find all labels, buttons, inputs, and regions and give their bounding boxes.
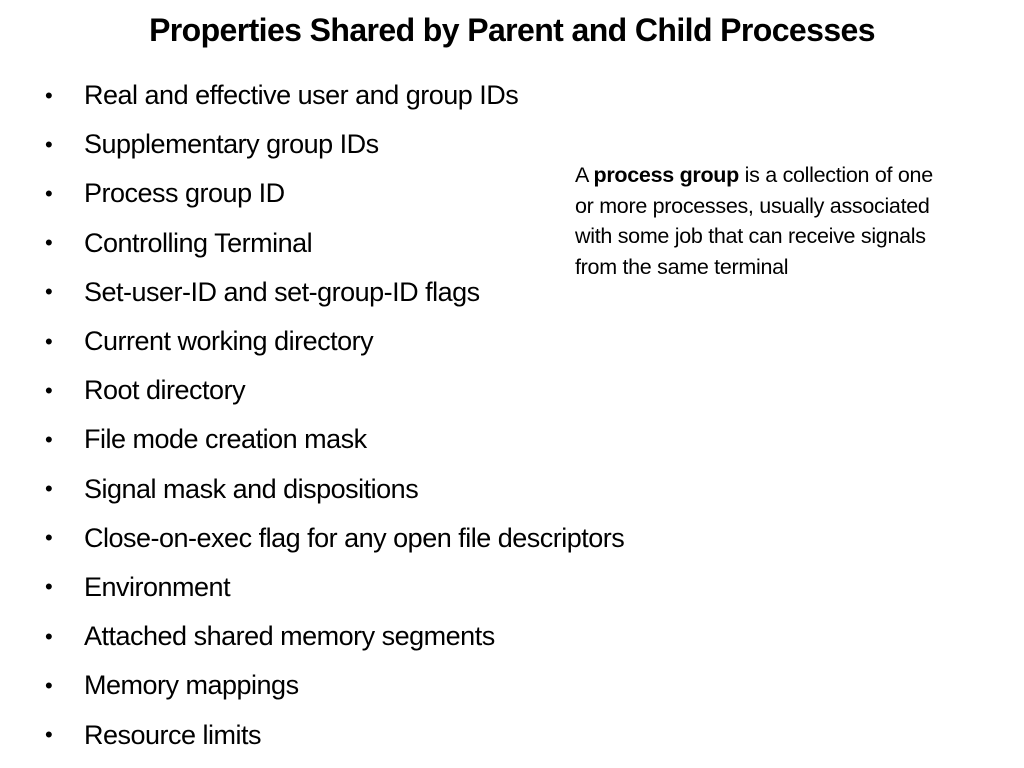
bullet-text: Process group ID [84,178,285,209]
bullet-text: Resource limits [84,719,262,750]
bullet-glyph: • [45,525,53,551]
bullet-glyph: • [45,672,53,698]
bullet-glyph: • [45,623,53,649]
bullet-text: Environment [84,571,231,602]
bullet-item [44,514,624,563]
bullet-text: File mode creation mask [84,424,367,455]
note-line: with some job that can receive signals [575,224,926,249]
bullet-glyph: • [45,377,53,403]
bullet-text: Set-user-ID and set-group-ID flags [84,276,480,307]
bullet-item [44,465,624,514]
bullet-glyph: • [45,476,53,502]
bullet-text: Signal mask and dispositions [84,473,419,504]
note-line1-rest: is a collection of one [738,163,933,187]
bullet-item [44,169,624,218]
bullet-glyph: • [45,82,53,108]
bullet-glyph: • [45,230,53,256]
bullet-glyph: • [45,279,53,305]
bullet-text: Close-on-exec flag for any open file descriptors [84,522,625,553]
bullet-glyph: • [45,574,53,600]
note-line: from the same terminal [575,255,789,280]
note-line [575,160,1020,191]
bullet-text: Memory mappings [84,670,299,701]
bullet-item [44,317,624,366]
note-term: process group [593,163,739,187]
bullet-item [44,710,624,759]
slide-title: Properties Shared by Parent and Child Processes [149,12,875,48]
bullet-item [44,415,624,464]
bullet-glyph: • [45,131,53,157]
bullet-list [44,71,624,760]
bullet-item [44,661,624,710]
bullet-text: Current working directory [84,326,374,357]
bullet-text: Real and effective user and group IDs [84,80,519,111]
bullet-glyph: • [45,328,53,354]
bullet-glyph: • [45,426,53,452]
bullet-glyph: • [45,180,53,206]
bullet-item [44,120,624,169]
bullet-item [44,612,624,661]
bullet-item [44,219,624,268]
bullet-text: Controlling Terminal [84,227,313,258]
bullet-item [44,71,624,120]
bullet-item [44,563,624,612]
bullet-text: Attached shared memory segments [84,621,495,652]
bullet-text: Supplementary group IDs [84,129,379,160]
note-prefix: A [575,163,594,187]
bullet-item [44,268,624,317]
bullet-text: Root directory [84,375,246,406]
note-line: or more processes, usually associated [575,193,930,218]
process-group-note [575,160,1020,283]
bullet-item [44,366,624,415]
bullet-glyph: • [45,722,53,748]
